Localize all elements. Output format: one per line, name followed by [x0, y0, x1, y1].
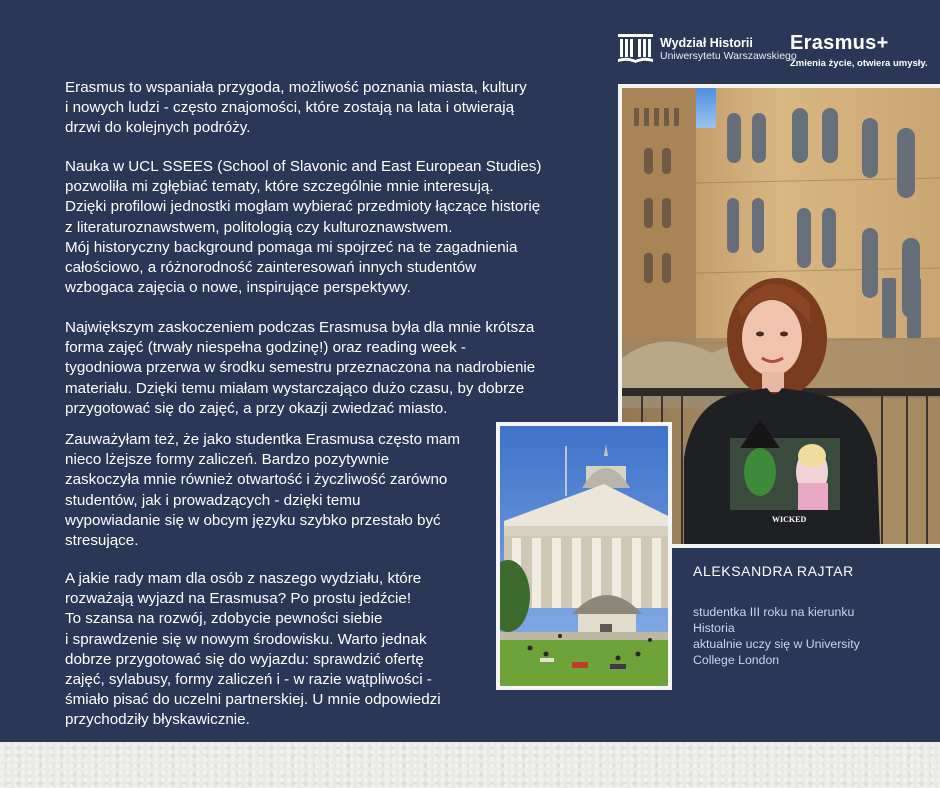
tshirt-print-text: WICKED	[772, 515, 807, 524]
erasmus-logo	[790, 32, 928, 69]
student-description: studentka III roku na kierunku Historia aktualnie uczy się w University College London	[693, 605, 860, 667]
article-paragraph-4: Zauważyłam też, że jako studentka Erasmusa często mam nieco lżejsze formy zaliczeń. Bardzo pozytywnie zaskoczyła mnie również otwartość i życzliwość zarówno studentów, jak i prowadzących - dzięki temu wypowiadanie się w obcym języku szybko przestało być stresujące.	[65, 431, 461, 550]
article-paragraph-3: Największym zaskoczeniem podczas Erasmusa była dla mnie krótsza forma zajęć (trwały niespełna godzinę!) oraz reading week - tygodniowa przerwa w środku semestru przeznaczona na nadrobienie materiału. Dzięki temu miałam wystarczająco dużo czasu, by dobrze przygotować się do zajęć, a przy okazji zwiedzać miasto.	[65, 319, 536, 417]
article-paragraph-1: Erasmus to wspaniała przygoda, możliwość poznania miasta, kultury i nowych ludzi - często znajomości, które zostają na lata i otwierają drzwi do kolejnych podróży.	[65, 79, 527, 137]
ucl-building-photo	[496, 422, 672, 690]
faculty-logo	[617, 33, 797, 66]
book-columns-icon	[617, 33, 654, 66]
faculty-logo-name: Wydział Historii	[660, 35, 753, 50]
ucl-building-image	[500, 426, 668, 686]
article-paragraph-2: Nauka w UCL SSEES (School of Slavonic and East European Studies) pozwoliła mi zgłębiać tematy, które szczególnie mnie interesują. Dzięki profilowi jednostki mogłam wybierać przedmioty łączące historię z literaturoznawstwem, politologią czy kulturoznawstwem. Mój historyczny background pomaga mi spojrzeć na te zagadnienia całościowo, a różnorodność zainteresowań innych studentów wzbogaca zajęcia o nowe, inspirujące perspektywy.	[65, 158, 542, 297]
erasmus-logo-name: Erasmus+	[790, 32, 889, 54]
article-paragraph-5: A jakie rady mam dla osób z naszego wydziału, które rozważają wyjazd na Erasmusa? Po prostu jedźcie! To szansa na rozwój, zdobycie pewności siebie i sprawdzenie się w nowym środowisku. Warto jednak dobrze przygotować się do wyjazdu: sprawdzić ofertę zajęć, sylabusy, formy zaliczeń i - w razie wątpliwości - śmiało pisać do uczelni partnerskiej. U mnie odpowiedzi przychodziły błyskawicznie.	[65, 570, 441, 729]
paper-texture-strip	[0, 742, 940, 788]
erasmus-tagline: Zmienia życie, otwiera umysły.	[790, 58, 928, 69]
faculty-logo-university: Uniwersytetu Warszawskiego	[660, 49, 797, 62]
student-name: ALEKSANDRA RAJTAR	[693, 563, 854, 579]
